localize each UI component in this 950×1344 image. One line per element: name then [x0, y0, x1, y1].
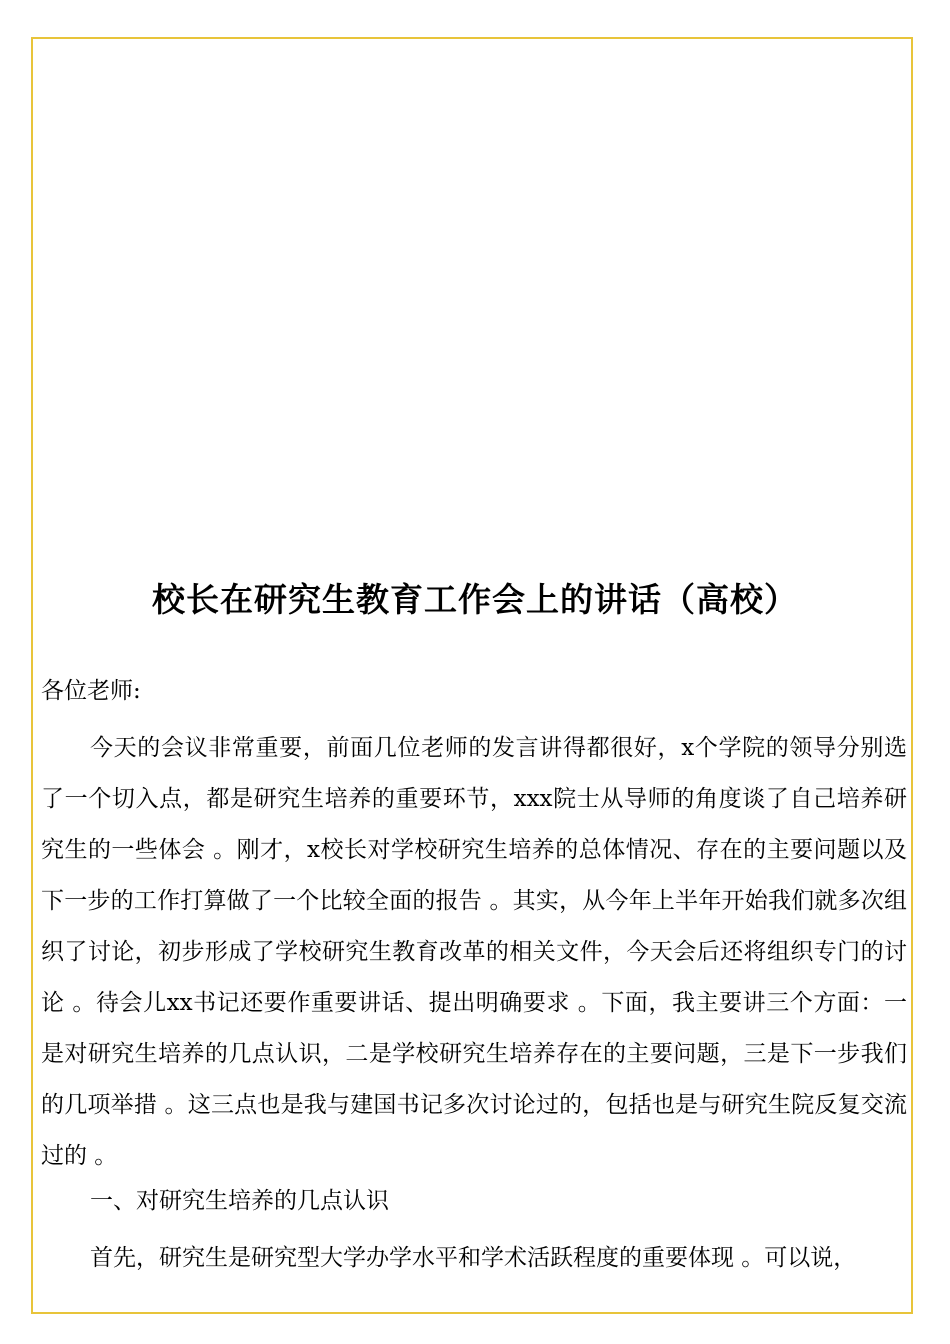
section-heading: 一、对研究生培养的几点认识	[90, 1188, 389, 1214]
salutation: 各位老师:	[41, 678, 141, 704]
body-paragraph: 今天的会议非常重要，前面几位老师的发言讲得都很好，x个学院的领导分别选了一个切入点，都是研究生培养的重要环节，xxx院士从导师的角度谈了自己培养研究生的一些体会 。刚才，x校长对学校研究生培养的总体情况、存在的主要问题以及下一步的工作打算做了一个比较全面的报告 。其实，从今年上半年开始我们就多次组织了讨论，初步形成了学校研究生教育改革的相关文件，今天会后还将组织专门的讨论 。待会儿xx书记还要作重要讲话、提出明确要求 。下面，我主要讲三个方面：一是对研究生培养的几点认识，二是学校研究生培养存在的主要问题，三是下一步我们的几项举措 。这三点也是我与建国书记多次讨论过的，包括也是与研究生院反复交流过的 。	[41, 735, 907, 1169]
body-paragraph-partial: 首先，研究生是研究型大学办学水平和学术活跃程度的重要体现 。可以说，	[90, 1245, 857, 1271]
document-title: 校长在研究生教育工作会上的讲话（高校）	[152, 580, 798, 619]
